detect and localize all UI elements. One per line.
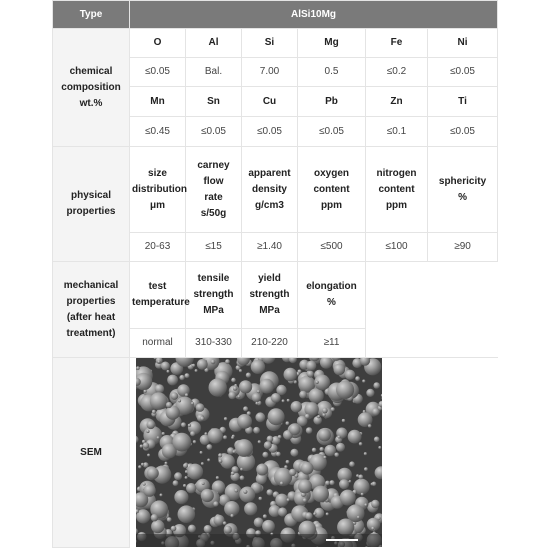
sem-particle [336,443,345,452]
sem-particle [334,364,346,376]
header-line: rate [204,191,223,203]
empty-cell [428,262,498,358]
sem-particle [371,500,379,508]
value-cell: Bal. [186,58,242,87]
value-cell: ≤0.05 [428,58,498,87]
sem-scale-bar [326,539,358,541]
value-cell: ≥1.40 [242,233,298,262]
sem-particle [306,427,313,434]
sem-particle [185,373,190,378]
value-cell: 310-330 [186,329,242,358]
sem-particle [244,502,257,515]
sem-particle [323,456,326,459]
sem-particle [323,414,326,417]
sem-particle [299,391,307,399]
sem-particle [231,378,236,383]
sem-particle [322,408,328,414]
sem-particle [251,360,265,374]
sem-particle [336,381,354,399]
value-cell: ≤0.05 [298,117,366,147]
header-line: test [148,281,167,292]
header-line: % [458,191,467,203]
sem-particle [275,494,288,507]
sem-particle [320,447,324,451]
element-cell: Si [242,29,298,58]
sem-particle [144,390,147,393]
sem-particle [188,525,196,533]
sem-particle [216,476,219,479]
sem-particle [256,464,268,476]
sem-particle [172,433,191,452]
sem-particle [364,504,367,507]
sem-particle [259,497,263,501]
sem-particle [289,424,300,435]
header-line: ppm [385,199,408,211]
sem-particle [239,380,252,393]
header-line: strength [249,289,290,300]
sem-particle [326,513,329,516]
value-cell: ≤15 [186,233,242,262]
sem-particle [306,361,316,371]
sem-particle [253,427,260,434]
sem-image-cell [130,358,498,548]
physical-headers-row [53,147,498,233]
header-row [53,1,498,29]
sem-particle [200,417,204,421]
sem-particle [191,402,194,405]
mechanical-properties-label [53,262,130,358]
sem-particle [193,440,196,443]
sem-particle [181,423,186,428]
sem-particle [371,527,374,530]
sem-particle [263,515,267,519]
value-cell: 210-220 [242,329,298,358]
sem-particle [160,494,163,497]
sem-particle [264,441,272,449]
sem-particle [252,393,261,402]
sem-particle [201,462,204,465]
sem-particle [364,452,367,455]
sem-particle [211,360,216,365]
sem-particle [345,370,355,380]
value-cell: 0.5 [298,58,366,87]
sem-particle [235,489,239,493]
sem-particle [207,459,210,462]
sem-particle [262,452,268,458]
empty-cell [366,262,428,358]
sem-row [53,358,498,548]
sem-particle [143,483,146,486]
sem-particle [340,490,356,506]
type-label: Type [53,1,130,29]
sem-particle [374,437,380,443]
sem-particle [167,517,172,522]
sem-particle [294,492,308,506]
header-line: s/50g [200,207,227,219]
property-header [130,262,190,329]
label-line: (after heat [66,311,116,323]
sem-particle [298,480,312,494]
sem-particle [342,419,345,422]
sem-particle [268,408,285,425]
label-line: composition [61,81,121,93]
sem-particle [337,519,354,536]
sem-particle [359,442,363,446]
sem-particle [312,448,317,453]
sem-particle [141,463,144,466]
sem-particle [223,522,227,526]
label-line: chemical [69,65,113,77]
sem-particle [282,400,285,403]
sem-particle [147,421,156,430]
spec-sheet [52,0,497,550]
sem-particle [276,452,281,457]
sem-particle [259,379,274,394]
sem-particle [317,415,320,418]
chemical-composition-label [53,29,130,147]
header-line: nitrogen [376,167,417,179]
property-header [298,262,366,329]
sem-particle [187,464,203,480]
sem-particle [197,359,208,370]
sem-particle [173,481,179,487]
property-header [186,147,242,233]
value-cell: ≤0.45 [130,117,186,147]
sem-particle [255,402,258,405]
sem-particle [237,414,252,429]
label-line: mechanical [63,279,119,291]
property-header [186,262,242,329]
sem-particle [361,493,364,496]
sem-particle [364,467,368,471]
property-header [130,147,186,233]
sem-particle [140,445,143,448]
sem-particle [349,462,355,468]
sem-particle [138,465,141,468]
element-cell: Ti [428,87,498,117]
sem-particle [195,369,198,372]
sem-particle [287,499,290,502]
value-cell: ≤500 [298,233,366,262]
sem-particle [329,480,334,485]
sem-particle [239,487,255,503]
sem-particle [174,473,182,481]
sem-particle [183,484,186,487]
header-line: MPa [203,305,224,316]
sem-particle [196,404,205,413]
sem-particle [287,399,290,402]
element-cell: Mn [130,87,186,117]
header-line: distribution [132,183,187,195]
label-line: physical [70,190,112,201]
header-line: size [148,167,167,179]
sem-particle [372,482,377,487]
sem-particle [224,526,232,534]
header-line: carney [197,159,230,171]
sem-particle [257,390,260,393]
value-cell: 7.00 [242,58,298,87]
header-line: μm [149,199,165,211]
property-header [298,147,366,233]
sem-particle [276,385,286,395]
sem-particle [213,502,218,507]
property-header [242,262,298,329]
header-line: content [378,183,415,195]
sem-particle [373,382,380,389]
sem-particle [235,439,253,457]
element-cell: Pb [298,87,366,117]
sem-particle [147,467,159,479]
sem-particle [178,399,181,402]
sem-micrograph-image [136,358,382,547]
sem-particle [166,402,172,408]
element-cell: Mg [298,29,366,58]
sem-particle [254,518,264,528]
sem-particle [228,392,236,400]
value-cell: ≤0.1 [366,117,428,147]
sem-particle [171,526,177,532]
sem-particle [207,444,213,450]
sem-particle [331,407,335,411]
sem-particle [366,389,374,397]
sem-particle [378,446,381,449]
header-line: elongation [306,281,357,292]
sem-particle [312,486,329,503]
chem-elements-row-1 [53,29,498,58]
sem-particle [378,517,381,520]
sem-particle [239,369,242,372]
sem-particle [209,379,227,397]
sem-particle [218,453,222,457]
sem-particle [339,479,349,489]
sem-particle [183,463,188,468]
sem-particle [355,377,360,382]
sem-particle [155,384,164,393]
value-cell: ≥90 [428,233,498,262]
sem-particle [150,393,168,411]
value-cell: ≤0.05 [186,117,242,147]
sem-particle [278,435,282,439]
element-cell: Zn [366,87,428,117]
sem-particle [368,424,372,428]
sem-particle [146,430,149,433]
property-header [366,147,428,233]
sem-particle [348,430,362,444]
sem-particle [237,395,240,398]
sem-particle [157,361,160,364]
sem-particle [231,436,234,439]
sem-particle [152,410,156,414]
sem-particle [200,451,203,454]
sem-particle [157,436,160,439]
sem-particle [243,407,248,412]
sem-particle [151,514,158,521]
sem-particle [280,482,284,486]
label-line: properties [66,295,116,307]
sem-particle [233,386,238,391]
sem-micrograph-icon [136,358,382,547]
element-cell: Fe [366,29,428,58]
label-line: treatment) [66,327,116,339]
sem-particle [258,440,261,443]
sem-particle [178,506,196,524]
sem-particle [225,360,230,365]
sem-particle [303,498,307,502]
sem-label: SEM [53,358,130,548]
sem-particle [208,428,223,443]
sem-particle [147,454,150,457]
value-cell: normal [130,329,186,358]
element-cell: Al [186,29,242,58]
sem-particle [185,476,188,479]
sem-particle [231,472,235,476]
sem-particle [162,432,165,435]
sem-particle [136,367,140,371]
element-cell: Sn [186,87,242,117]
header-line: flow [203,175,224,187]
sem-particle [291,401,302,412]
sem-particle [286,460,290,464]
sem-particle [219,459,223,463]
header-line: yield [258,273,281,284]
value-cell: ≤0.2 [366,58,428,87]
sem-particle [324,445,336,457]
sem-particle [223,436,227,440]
sem-particle [224,417,227,420]
sem-particle [305,512,313,520]
label-line: properties [66,206,116,217]
mechanical-headers-row [53,262,498,329]
sem-particle [230,514,233,517]
sem-particle [143,443,149,449]
header-line: density [251,183,287,195]
sem-particle [357,516,360,519]
value-cell: 20-63 [130,233,186,262]
sem-particle [301,462,314,475]
sem-particle [255,413,265,423]
sem-particle [190,431,195,436]
sem-particle [338,436,341,439]
sem-particle [362,380,365,383]
element-cell: Ni [428,29,498,58]
sem-particle [286,422,290,426]
sem-particle [165,462,168,465]
value-cell: ≤0.05 [428,117,498,147]
sem-particle [318,429,331,442]
header-line: strength [193,289,234,300]
sem-particle [233,450,236,453]
sem-particle [171,393,179,401]
property-header [242,147,298,233]
sem-particle [186,483,196,493]
sem-particle [192,364,195,367]
sem-particle [325,481,330,486]
sem-particle [161,362,170,371]
header-line: apparent [248,167,291,179]
value-cell: ≤0.05 [242,117,298,147]
sem-particle [243,490,247,494]
sem-particle [309,388,324,403]
sem-particle [214,515,225,526]
sem-particle [220,454,235,469]
sem-particle [262,520,275,533]
header-line: ppm [320,199,343,211]
header-line: g/cm3 [255,199,284,211]
value-cell: ≤100 [366,233,428,262]
sem-particle [289,469,296,476]
sem-particle [151,520,164,533]
sem-particle [278,508,287,517]
sem-particle [313,512,316,515]
sem-particle [179,375,184,380]
sem-particle [201,489,214,502]
header-line: tensile [197,273,230,284]
sem-particle [290,449,298,457]
physical-properties-label [53,147,130,262]
sem-particle [246,373,251,378]
header-line: sphericity [438,175,487,187]
header-line: MPa [259,305,280,316]
header-line: temperature [132,297,190,308]
sem-particle [240,468,243,471]
sem-particle [185,394,188,397]
sem-particle [167,375,178,386]
sem-particle [284,368,298,382]
sem-particle [358,475,363,480]
header-line: oxygen [313,167,349,179]
sem-particle [204,525,212,533]
sem-particle [305,414,310,419]
sem-particle [202,482,205,485]
value-cell: ≥11 [298,329,366,358]
label-line: wt.% [79,97,103,109]
spec-table [52,0,498,548]
sem-particle [240,476,245,481]
sem-particle [267,489,273,495]
sem-particle [188,424,191,427]
element-cell: O [130,29,186,58]
header-line: % [327,297,336,308]
sem-particle [174,490,188,504]
property-header [428,147,498,233]
sem-particle [143,485,155,497]
material-name: AlSi10Mg [130,1,498,29]
sem-particle [307,371,314,378]
sem-particle [167,370,170,373]
sem-particle [315,381,318,384]
element-cell: Cu [242,87,298,117]
header-line: content [313,183,350,195]
value-cell: ≤0.05 [130,58,186,87]
sem-particle [334,453,339,458]
